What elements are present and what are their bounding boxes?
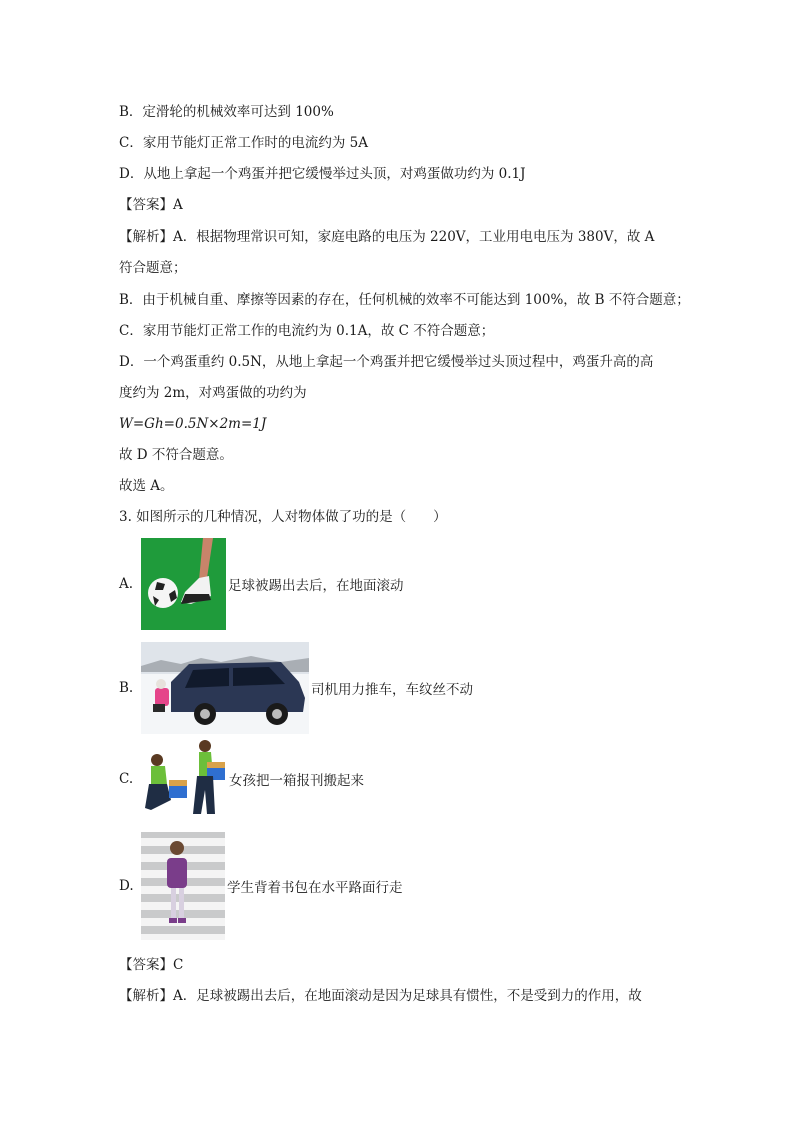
- choose-line: 故选 A。: [119, 478, 174, 494]
- option-text: 学生背着书包在水平路面行走: [227, 880, 403, 896]
- question-3: 3. 如图所示的几种情况，人对物体做了功的是（ ）: [119, 509, 447, 525]
- option-text: 司机用力推车，车纹丝不动: [311, 682, 473, 698]
- option-c-text: C．家用节能灯正常工作时的电流约为 5A: [119, 135, 368, 151]
- option-d: [119, 832, 403, 940]
- option-letter: A.: [119, 576, 134, 592]
- answer-label: 【答案】C: [119, 957, 184, 973]
- option-text: 足球被踢出去后，在地面滚动: [228, 578, 404, 594]
- option-text: 女孩把一箱报刊搬起来: [229, 773, 364, 789]
- analysis-line: 【解析】A．足球被踢出去后，在地面滚动是因为足球具有惯性，不是受到力的作用，故: [119, 988, 642, 1004]
- analysis-line: 符合题意；: [119, 260, 187, 276]
- formula: W=Gh=0.5N×2m=1J: [119, 416, 267, 432]
- option-letter: B.: [119, 680, 134, 696]
- option-letter: C.: [119, 771, 134, 787]
- analysis-line: B．由于机械自重、摩擦等因素的存在，任何机械的效率不可能达到 100%，故 B 不符合题意；: [119, 292, 690, 308]
- car-push-image: [141, 642, 309, 734]
- option-c: [119, 738, 364, 820]
- soccer-kick-image: [141, 538, 226, 630]
- analysis-line: D．一个鸡蛋重约 0.5N，从地上拿起一个鸡蛋并把它缓慢举过头顶过程中，鸡蛋升高的高: [119, 354, 654, 370]
- answer-label: 【答案】A: [119, 197, 183, 213]
- option-d-text: D．从地上拿起一个鸡蛋并把它缓慢举过头顶，对鸡蛋做功约为 0.1J: [119, 166, 526, 182]
- analysis-line: 【解析】A．根据物理常识可知，家庭电路的电压为 220V，工业用电电压为 380V，故 A: [119, 229, 655, 245]
- girl-lifting-box-image: [141, 738, 227, 820]
- student-backpack-image: [141, 832, 225, 940]
- analysis-line: 故 D 不符合题意。: [119, 447, 233, 463]
- option-b-text: B．定滑轮的机械效率可达到 100%: [119, 104, 334, 120]
- analysis-line: 度约为 2m，对鸡蛋做的功约为: [119, 385, 307, 401]
- option-b: [119, 642, 473, 734]
- analysis-line: C．家用节能灯正常工作的电流约为 0.1A，故 C 不符合题意；: [119, 323, 495, 339]
- option-letter: D.: [119, 878, 134, 894]
- option-a: [119, 538, 404, 630]
